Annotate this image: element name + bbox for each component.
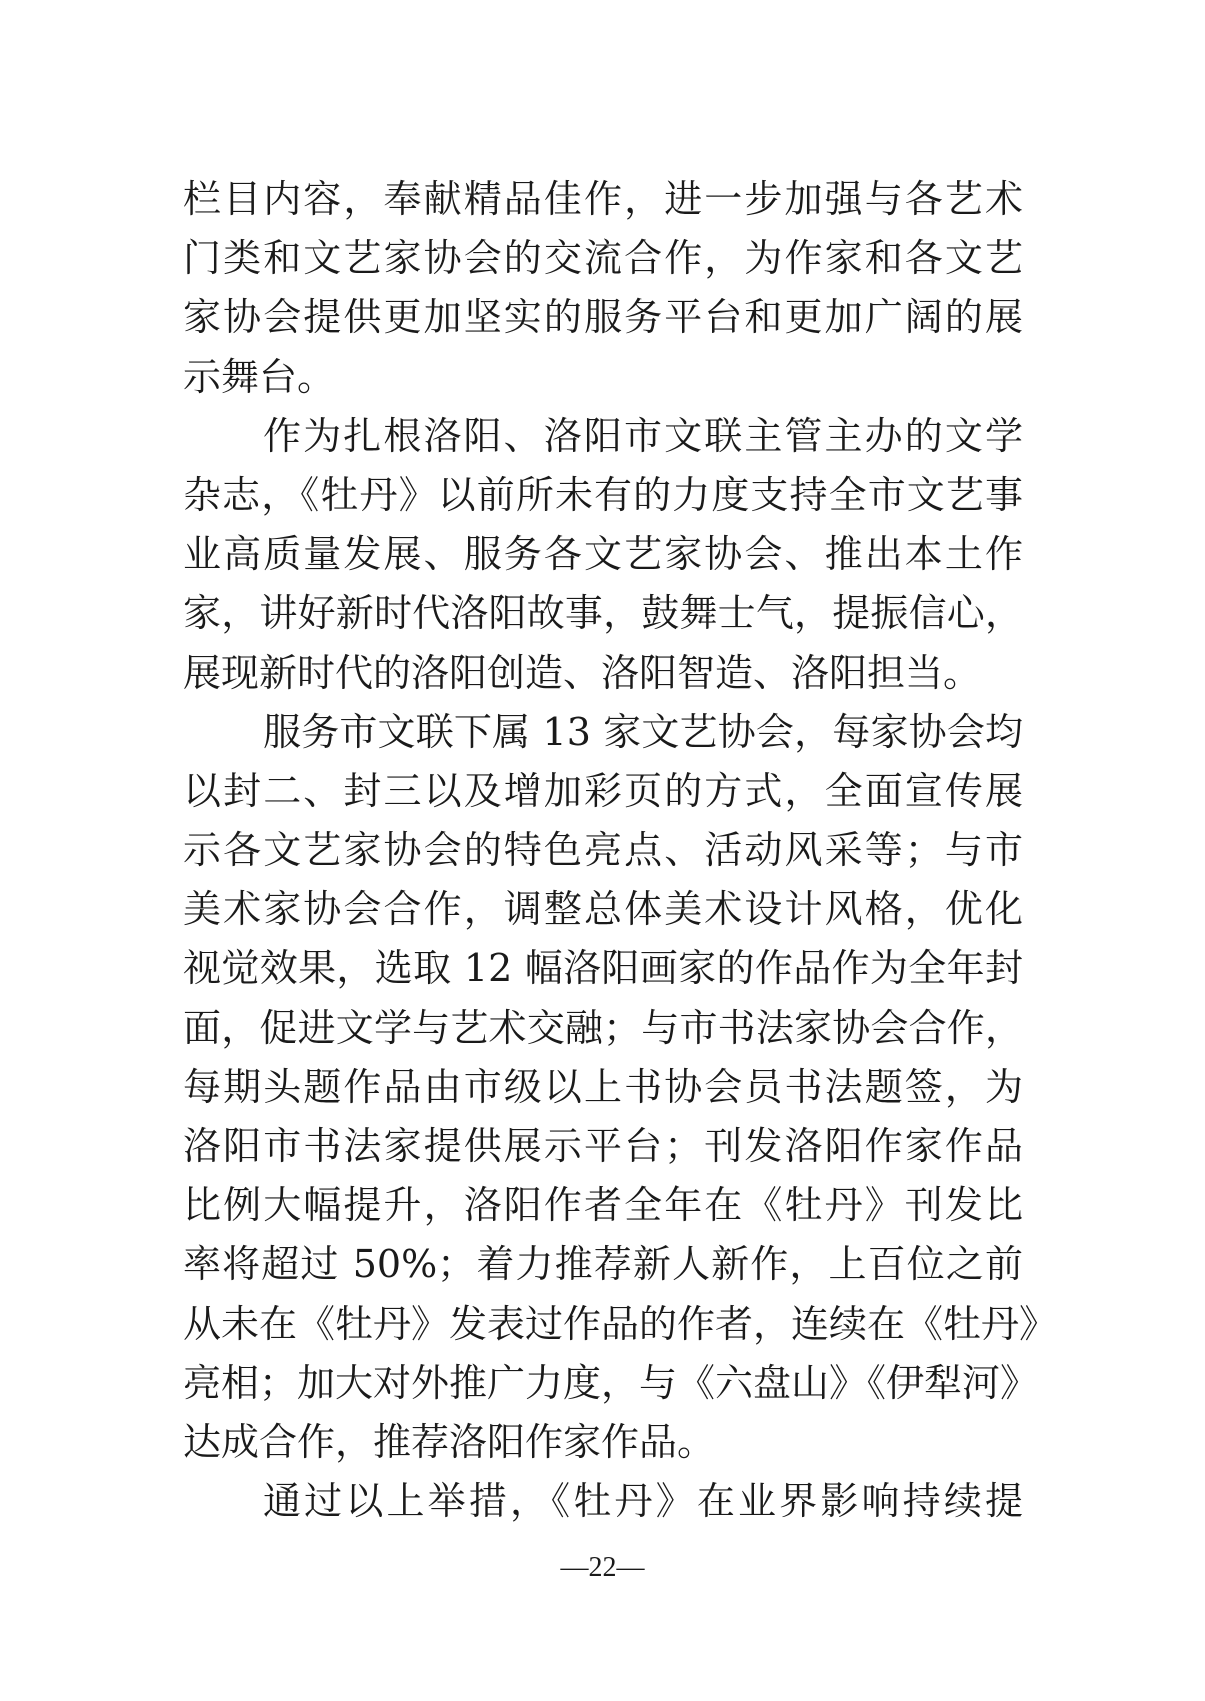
text-line: 示舞台。 [183, 354, 336, 399]
text-line: 家协会提供更加坚实的服务平台和更加广阔的展 [183, 295, 1023, 340]
text-line: 比例大幅提升，洛阳作者全年在《牡丹》刊发比 [183, 1183, 1023, 1228]
page-number: —22— [560, 1552, 645, 1583]
text-line: 家，讲好新时代洛阳故事，鼓舞士气，提振信心， [183, 591, 1023, 636]
text-line: 每期头题作品由市级以上书协会员书法题签，为 [183, 1064, 1023, 1109]
text-line: 服务市文联下属 13 家文艺协会，每家协会均 [263, 709, 1023, 754]
text-line: 门类和文艺家协会的交流合作，为作家和各文艺 [183, 236, 1023, 281]
text-line: 示各文艺家协会的特色亮点、活动风采等；与市 [183, 828, 1023, 873]
body-text [183, 170, 1058, 1531]
text-line: 杂志，《牡丹》以前所未有的力度支持全市文艺事 [183, 472, 1023, 517]
text-line: 美术家协会合作，调整总体美术设计风格，优化 [183, 887, 1023, 932]
text-line: 作为扎根洛阳、洛阳市文联主管主办的文学 [263, 413, 1023, 458]
text-line: 通过以上举措，《牡丹》在业界影响持续提 [263, 1479, 1023, 1524]
text-line: 栏目内容，奉献精品佳作，进一步加强与各艺术 [183, 177, 1023, 221]
text-line: 从未在《牡丹》发表过作品的作者，连续在《牡丹》 [183, 1301, 1058, 1346]
text-line: 洛阳市书法家提供展示平台；刊发洛阳作家作品 [183, 1124, 1023, 1168]
text-line: 亮相；加大对外推广力度，与《六盘山》《伊犁河》 [183, 1360, 1039, 1405]
text-line: 率将超过 50%；着力推荐新人新作，上百位之前 [183, 1242, 1023, 1287]
text-line: 面，促进文学与艺术交融；与市书法家协会合作， [183, 1005, 1023, 1050]
text-line: 展现新时代的洛阳创造、洛阳智造、洛阳担当。 [183, 650, 982, 695]
text-line: 业高质量发展、服务各文艺家协会、推出本土作 [183, 532, 1023, 577]
text-line: 以封二、封三以及增加彩页的方式，全面宣传展 [183, 768, 1023, 813]
text-line: 视觉效果，选取 12 幅洛阳画家的作品作为全年封 [183, 946, 1023, 991]
text-line: 达成合作，推荐洛阳作家作品。 [183, 1419, 716, 1464]
